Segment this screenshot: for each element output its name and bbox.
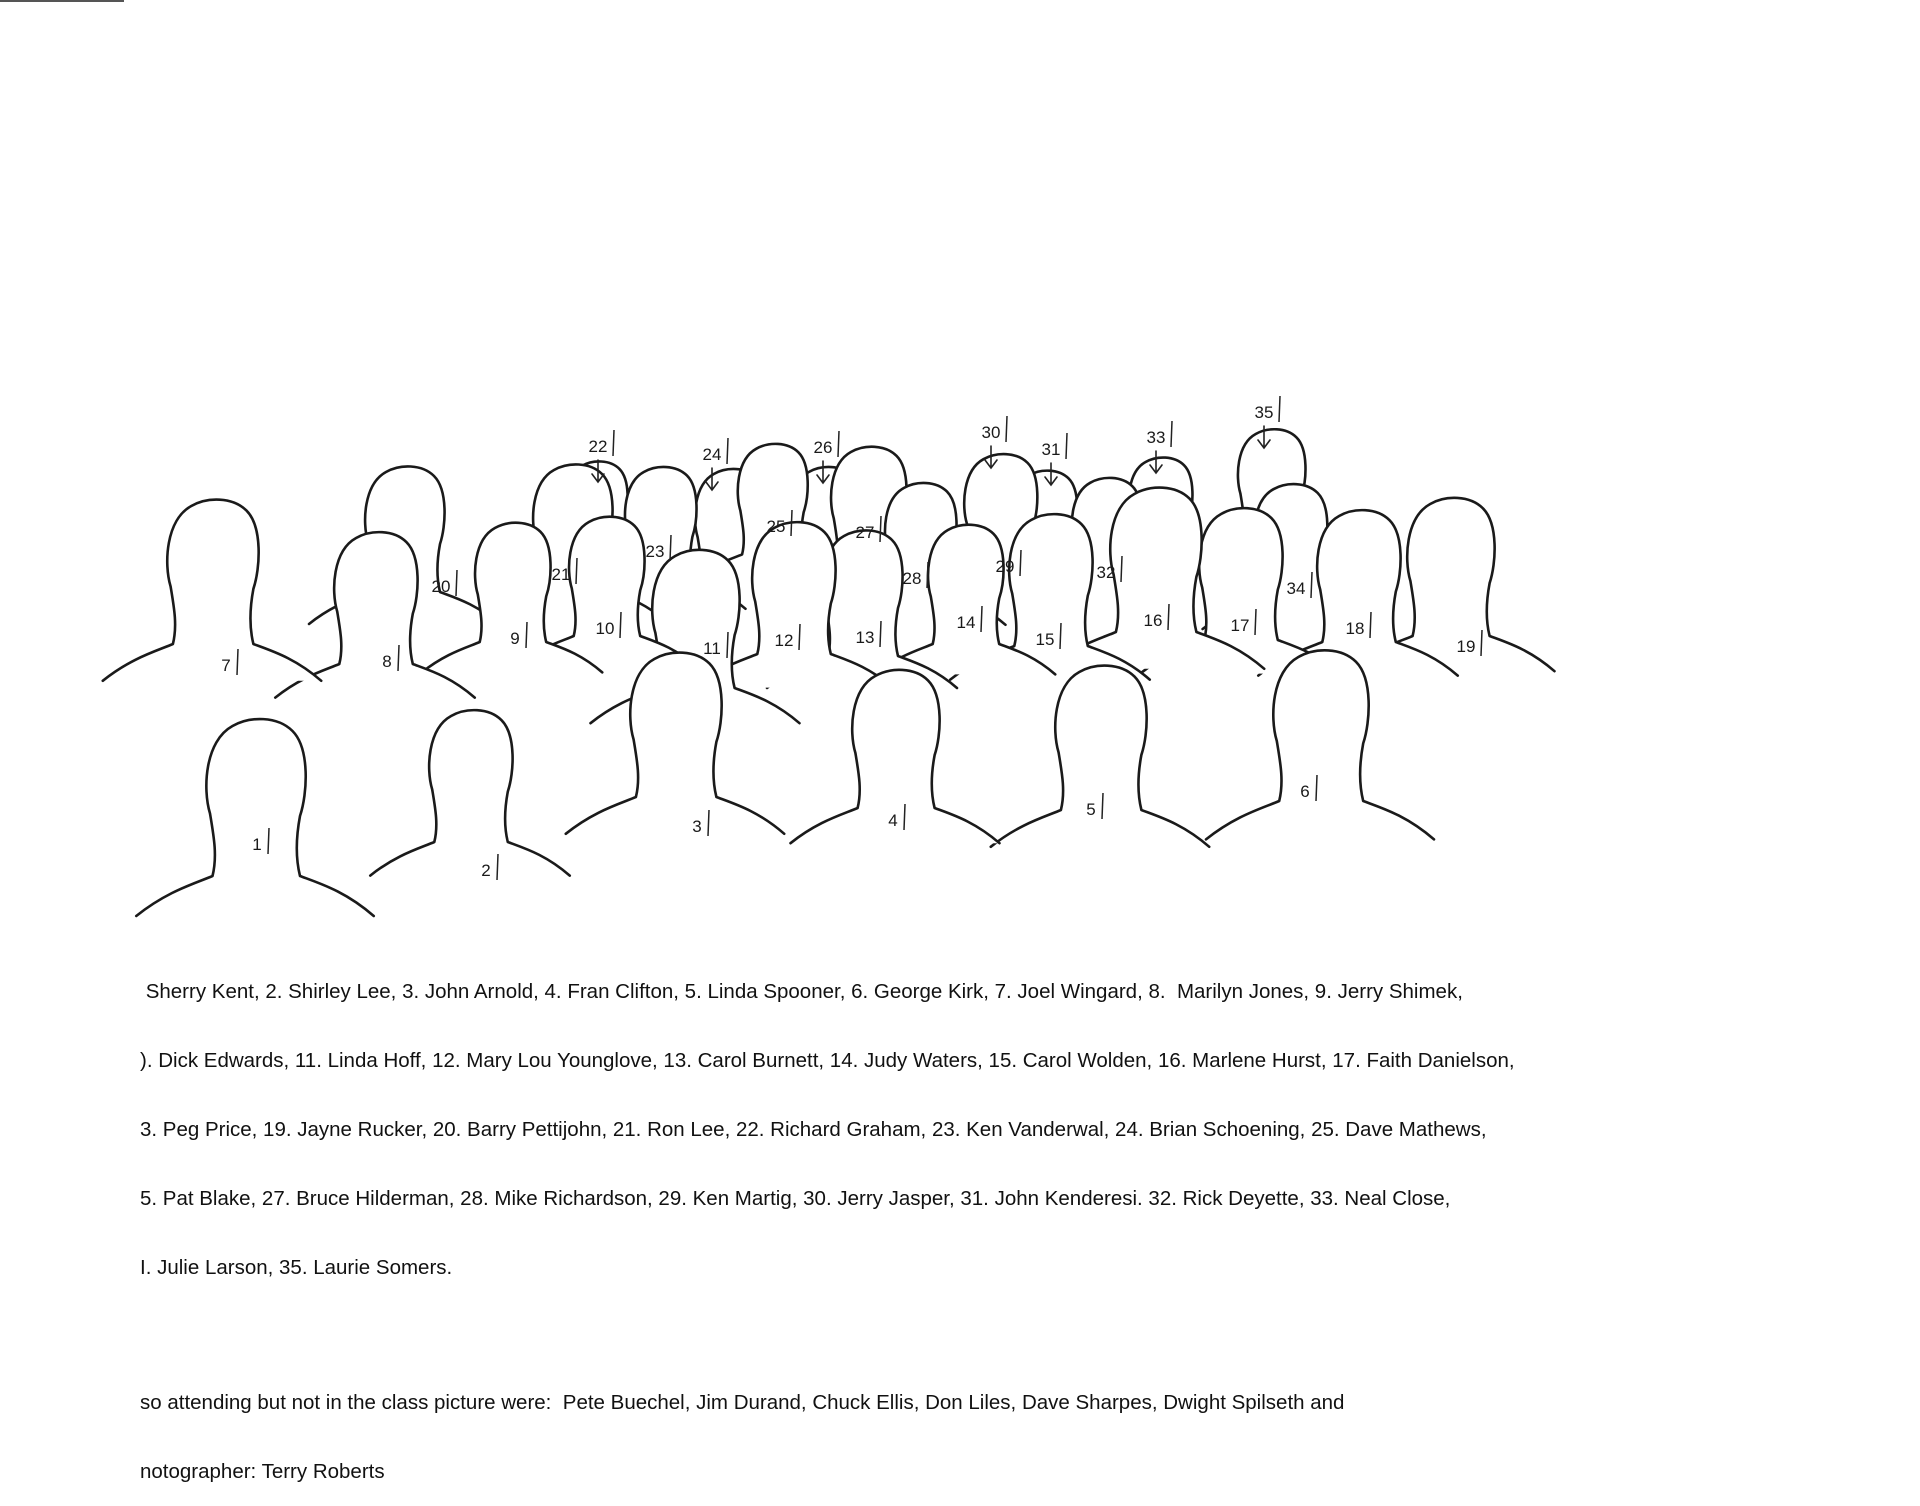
person-number-label: 5: [1086, 800, 1096, 819]
person-number-label: 25: [766, 517, 786, 536]
label-tick-mark: [670, 535, 671, 561]
caption-line: 5. Pat Blake, 27. Bruce Hilderman, 28. Mike Richardson, 29. Ken Martig, 30. Jerry Jasper, 31. John Kenderesi. 32. Rick Deyette, 33. Neal Close,: [140, 1187, 1451, 1210]
label-tick-mark: [456, 570, 457, 596]
silhouette-fill: [136, 719, 374, 916]
caption-line: 3. Peg Price, 19. Jayne Rucker, 20. Barry Pettijohn, 21. Ron Lee, 22. Richard Graham, 23. Ken Vanderwal, 24. Brian Schoening, 25. Dave Mathews,: [140, 1118, 1487, 1141]
label-tick-mark: [1316, 775, 1317, 801]
person-number-label: 32: [1096, 563, 1116, 582]
person-number-label: 19: [1456, 637, 1476, 656]
person-number-label: 2: [481, 861, 491, 880]
person-number-label: 21: [551, 565, 571, 584]
label-tick-mark: [268, 828, 269, 854]
person-number-label: 15: [1035, 630, 1055, 649]
person-number-label: 31: [1041, 440, 1061, 459]
person-number-label: 14: [956, 613, 976, 632]
label-tick-mark: [791, 510, 792, 536]
caption-line: I. Julie Larson, 35. Laurie Somers.: [140, 1256, 453, 1279]
also-attending-line: notographer: Terry Roberts: [140, 1460, 385, 1483]
person-number-label: 13: [855, 628, 875, 647]
label-tick-mark: [1060, 623, 1061, 649]
label-tick-mark: [1481, 630, 1482, 656]
person-number-label: 8: [382, 652, 392, 671]
label-tick-mark: [1006, 416, 1007, 442]
label-tick-mark: [927, 562, 928, 588]
person-number-label: 22: [588, 437, 608, 456]
label-tick-mark: [708, 810, 709, 836]
label-tick-mark: [981, 606, 982, 632]
label-tick-mark: [727, 632, 728, 658]
label-tick-mark: [1311, 572, 1312, 598]
person-number-label: 17: [1230, 616, 1250, 635]
label-tick-mark: [526, 622, 527, 648]
person-number-label: 1: [252, 835, 262, 854]
label-tick-mark: [576, 558, 577, 584]
person-number-label: 6: [1300, 782, 1310, 801]
person-number-label: 30: [981, 423, 1001, 442]
label-tick-mark: [799, 624, 800, 650]
label-tick-mark: [1279, 396, 1280, 422]
person-number-label: 16: [1143, 611, 1163, 630]
label-tick-mark: [1168, 604, 1169, 630]
label-tick-mark: [880, 516, 881, 542]
label-tick-mark: [1102, 793, 1103, 819]
person-number-label: 3: [692, 817, 702, 836]
label-tick-mark: [1066, 433, 1067, 459]
person-number-label: 4: [888, 811, 898, 830]
label-tick-mark: [497, 854, 498, 880]
also-attending-line: so attending but not in the class picture were: Pete Buechel, Jim Durand, Chuck Ellis, Don Liles, Dave Sharpes, Dwight Spilseth and: [140, 1391, 1345, 1414]
person-number-label: 18: [1345, 619, 1365, 638]
label-tick-mark: [398, 645, 399, 671]
label-tick-mark: [904, 804, 905, 830]
person-number-label: 34: [1286, 579, 1306, 598]
label-tick-mark: [1121, 556, 1122, 582]
person-number-label: 23: [645, 542, 665, 561]
person-number-label: 9: [510, 629, 520, 648]
caption-line: ). Dick Edwards, 11. Linda Hoff, 12. Mary Lou Younglove, 13. Carol Burnett, 14. Judy Waters, 15. Carol Wolden, 16. Marlene Hurst, 17. Faith Danielson,: [140, 1049, 1515, 1072]
person-number-label: 11: [703, 639, 721, 658]
person-number-label: 7: [221, 656, 231, 675]
silhouette-fill: [103, 500, 322, 681]
label-tick-mark: [727, 438, 728, 464]
label-tick-mark: [880, 621, 881, 647]
person-number-label: 12: [774, 631, 794, 650]
person-number-label: 26: [813, 438, 833, 457]
person-number-label: 35: [1254, 403, 1274, 422]
silhouette-layer: [103, 429, 1555, 916]
label-tick-mark: [1020, 550, 1021, 576]
label-tick-mark: [620, 612, 621, 638]
label-tick-mark: [613, 430, 614, 456]
label-tick-mark: [838, 431, 839, 457]
person-number-label: 10: [595, 619, 615, 638]
caption-line: Sherry Kent, 2. Shirley Lee, 3. John Arnold, 4. Fran Clifton, 5. Linda Spooner, 6. George Kirk, 7. Joel Wingard, 8. Marilyn Jones, 9. Jerry Shimek,: [140, 980, 1463, 1003]
caption-block: [140, 934, 1900, 1506]
label-tick-mark: [1370, 612, 1371, 638]
label-tick-mark: [237, 649, 238, 675]
person-number-label: 20: [431, 577, 451, 596]
label-tick-mark: [1171, 421, 1172, 447]
person-number-label: 24: [702, 445, 722, 464]
person-number-label: 28: [902, 569, 922, 588]
label-tick-mark: [1255, 609, 1256, 635]
person-number-label: 27: [855, 523, 875, 542]
person-number-label: 29: [995, 557, 1015, 576]
silhouette-fill: [991, 666, 1210, 847]
person-number-label: 33: [1146, 428, 1166, 447]
silhouette-fill: [370, 710, 570, 875]
silhouette-fill: [1206, 650, 1434, 839]
